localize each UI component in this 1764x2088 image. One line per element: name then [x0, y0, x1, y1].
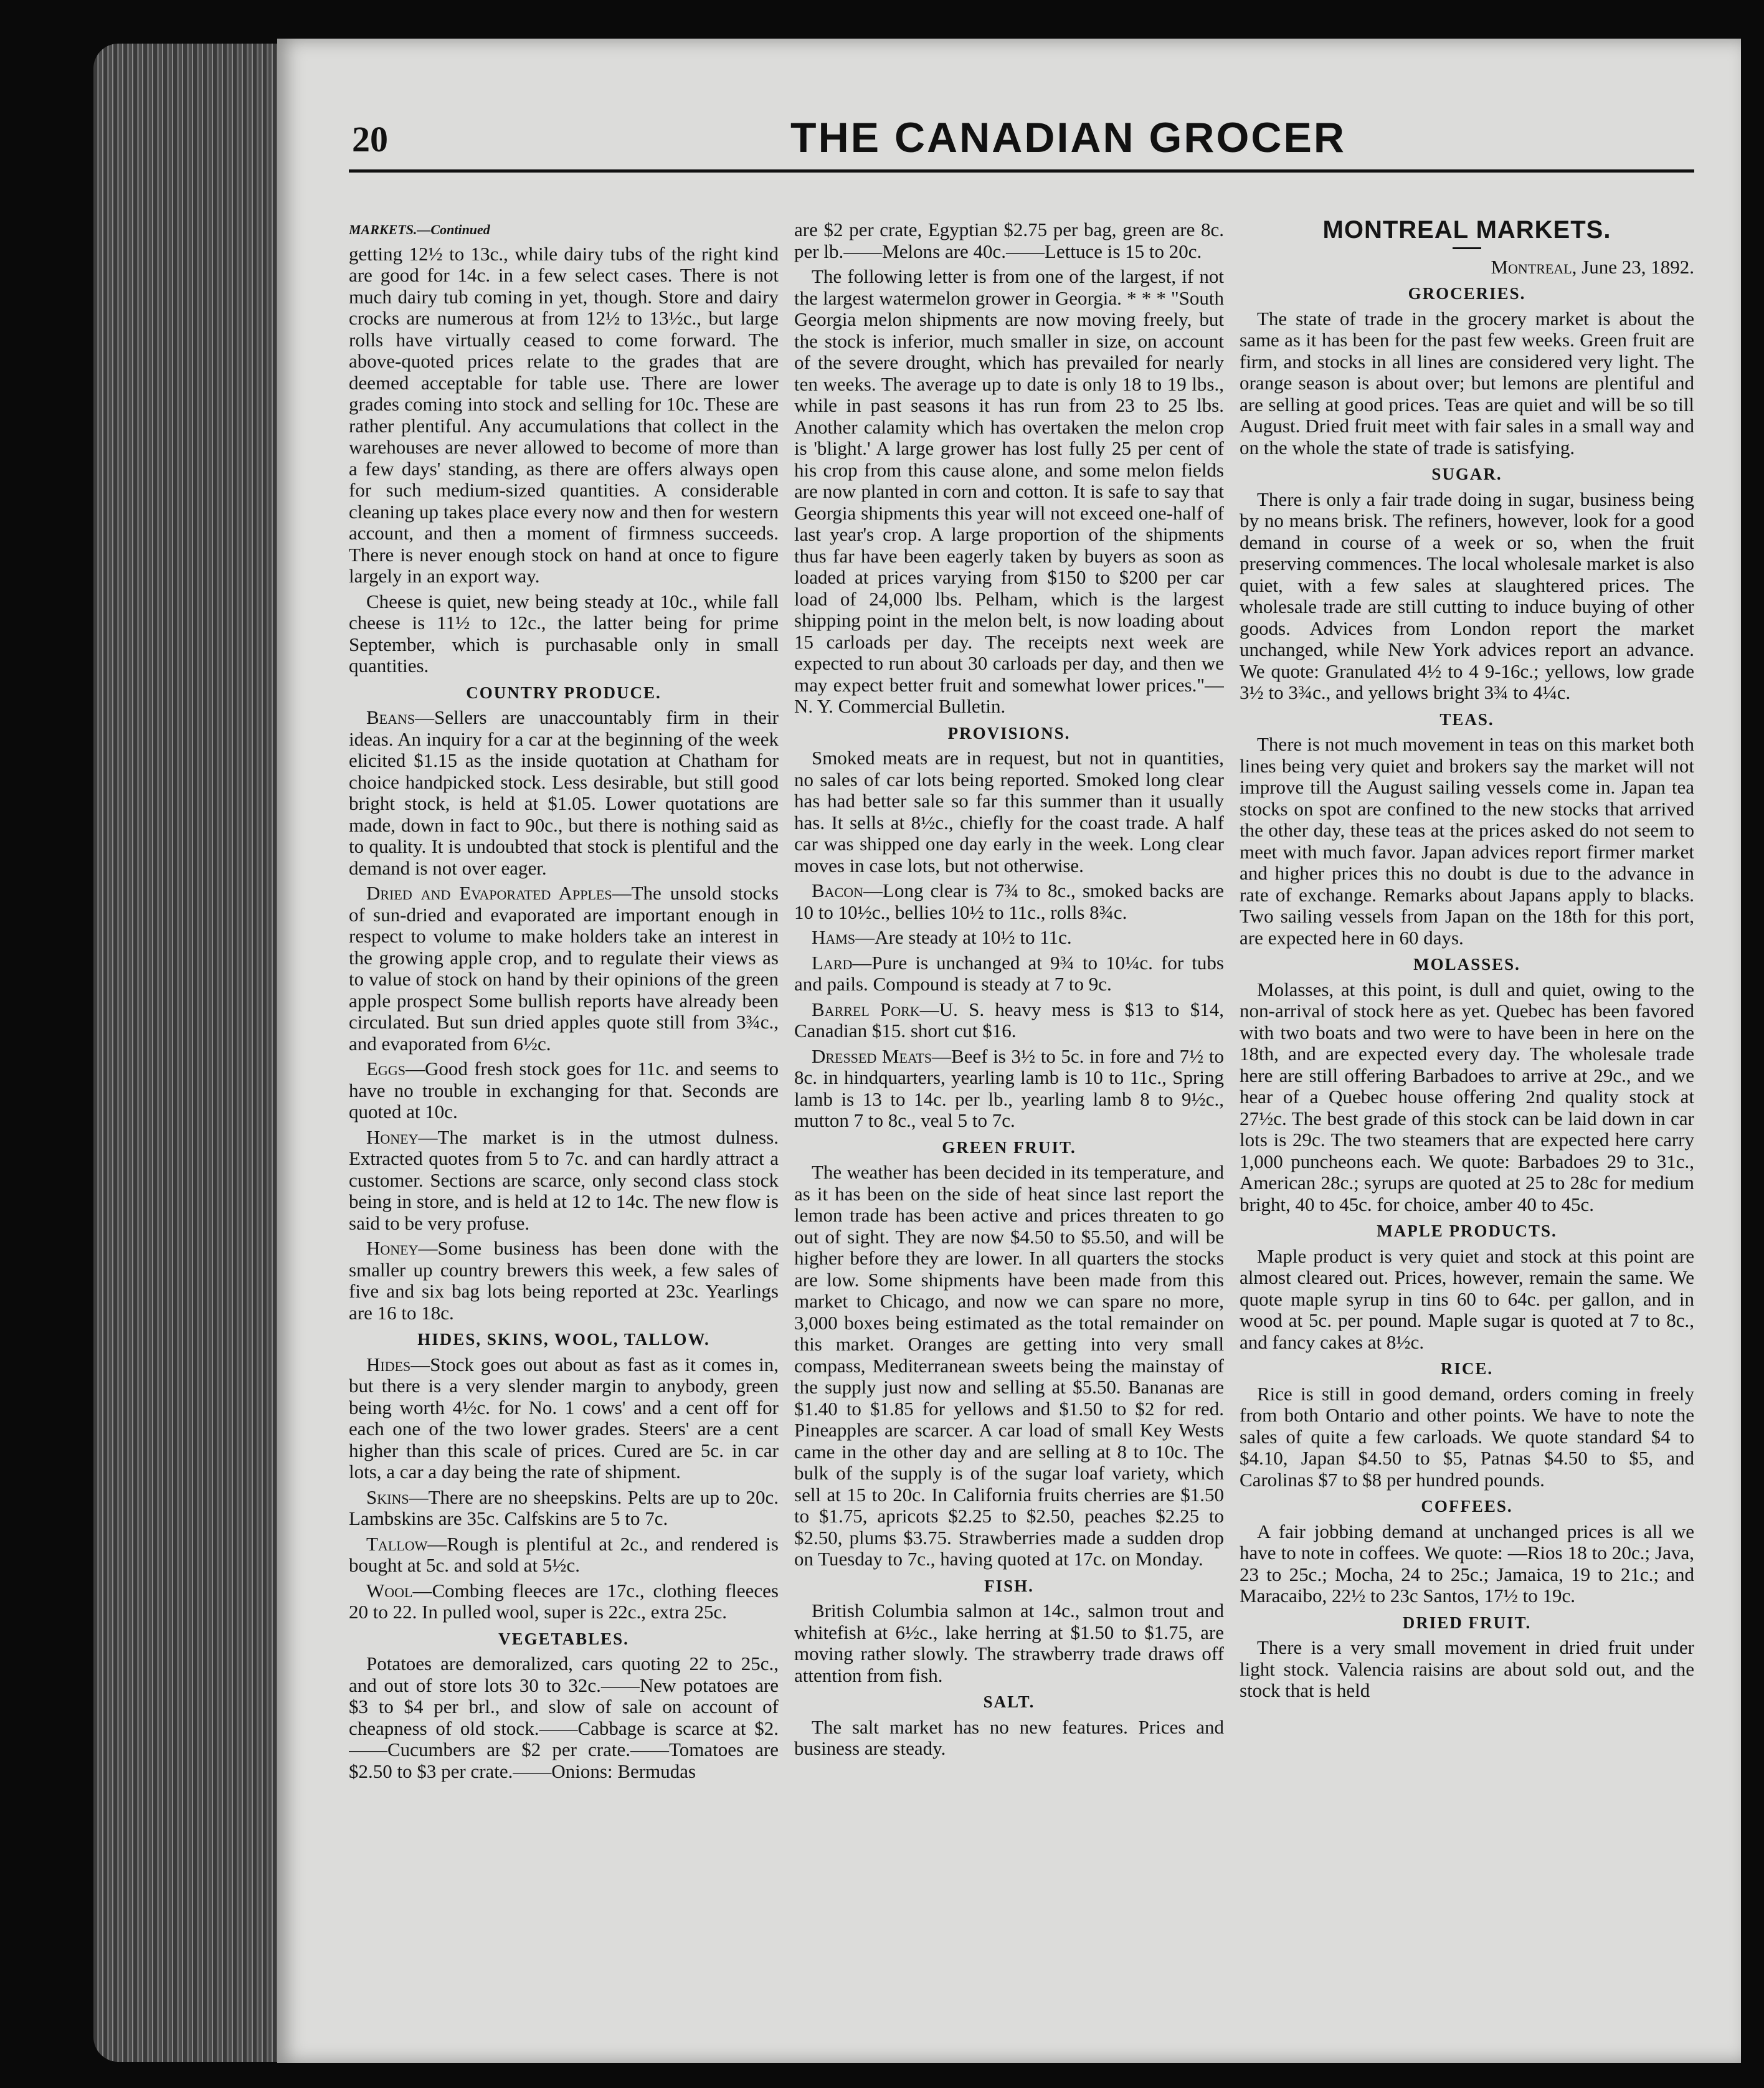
section-heading-maple: MAPLE PRODUCTS. — [1377, 1222, 1557, 1240]
section-heading-groceries: GROCERIES. — [1408, 284, 1526, 303]
entry-lead: Honey — [366, 1237, 419, 1259]
coffees-paragraph: A fair jobbing demand at unchanged prices is all we have to note in coffees. We quote: —Rios 18 to 20c.; Java, 23 to 25c.; Mocha, 24 to 25c.; Jamaica, 19 to 21c.; and Maracaibo, 22½ to 23c Santos, 17½ to 19c. — [1240, 1520, 1694, 1606]
entry-text: —The unsold stocks of sun-dried and evaporated are important enough in respect to volume to make holders take an interest in the growing apple crop, and to regulate their views as to value of stock on hand by their opinions of the green apple prospect Some bullish reports have already been circulated. But sun dried apples quote still from 3¾c., and evaporated from 6½c. — [349, 882, 779, 1055]
teas-paragraph: There is not much movement in teas on this market both lines being very quiet and brokers say the market will not improve till the August sailing vessels come in. Japan tea stocks on spot are confined to the new stocks that arrived the other day, these teas at the prices asked do not seem to meet with much favor. Japan advices report firmer market and higher prices this no doubt is due to the advance in rate of exchange. Remarks about Japans apply to blacks. Two sailing vessels from Japan on the 18th for this port, are expected here in 60 days. — [1240, 733, 1694, 949]
entry-lead: Honey — [366, 1126, 419, 1148]
green-fruit-paragraph: The weather has been decided in its temperature, and as it has been on the side of heat since last report the lemon trade has been active and prices threaten to go out of sight. They are now $4.50 to $5.50, and will be higher before they are lower. In all quarters the stocks are low. Some shipments have been made from this market to Chicago, and now we can spare no more, 3,000 boxes being estimated as the total remainder on this market. Oranges are getting into very small compass, Mediterranean sweets being the mainstay of the supply just now and selling at $5.50. Bananas are $1.40 to $1.85 for yellows and $1.50 to $2 for red. Pineapples are scarcer. A car load of small Key Wests came in the other day and are selling at 8 to 10c. The bulk of the supply is of the sugar loaf variety, which sell at 15 to 20c. In California fruits cherries are $1.50 to $1.75, apricots $2.25 to $2.50, peaches $2.25 to $2.50, plums $3.75. Strawberries made a sudden drop on Tuesday to 7c., having quoted at 17c. on Monday. — [794, 1161, 1224, 1570]
entry-lead: Bacon — [812, 880, 864, 901]
entry-text: —Some business has been done with the smaller up country brewers this week, a few sales of five and six bag lots being reported at 23c. Yearlings are 16 to 18c. — [349, 1237, 779, 1324]
entry-text: —U. S. heavy mess is $13 to $14, Canadian $15. short cut $16. — [794, 998, 1224, 1042]
vegetables-paragraph: Potatoes are demoralized, cars quoting 22 to 25c., and out of store lots 30 to 32c.——New potatoes are $3 to $4 per brl., and slow of sale on account of cheapness of old stock.——Cabbage is scarce at $2.——Cucumbers are $2 per crate.——Tomatoes are $2.50 to $3 per crate.——Onions: Bermudas — [349, 1653, 779, 1782]
entry-lead: Barrel Pork — [812, 998, 920, 1020]
article-paragraph: are $2 per crate, Egyptian $2.75 per bag, green are 8c. per lb.——Melons are 40c.——Lettuce is 15 to 20c. — [794, 219, 1224, 262]
section-heading-teas: TEAS. — [1439, 709, 1494, 729]
entry-bacon — [794, 880, 1224, 923]
dateline-date: , June 23, 1892. — [1572, 255, 1694, 278]
entry-text: —Beef is 3½ to 5c. in fore and 7½ to 8c. in hindquarters, yearling lamb is 10 to 11c., Spring lamb is 13 to 14c. per lb., yearling lamb 8 to 9½c., mutton 7 to 8c., veal 5 to 7c. — [794, 1045, 1224, 1131]
dateline-place: Montreal — [1491, 255, 1572, 278]
entry-lead: Hams — [812, 926, 856, 948]
entry-text: —Pure is unchanged at 9¾ to 10¼c. for tubs and pails. Compound is steady at 7 to 9c. — [794, 951, 1224, 995]
section-heading-country-produce: COUNTRY PRODUCE. — [466, 683, 662, 702]
entry-skins — [349, 1487, 779, 1530]
entry-lead: Hides — [366, 1353, 411, 1375]
maple-paragraph: Maple product is very quiet and stock at this point are almost cleared out. Prices, however, remain the same. We quote maple syrup in tins 60 to 64c. per gallon, and in wood at 5c. per pound. Maple sugar is quoted at 7 to 8c., and fancy cakes at 8½c. — [1240, 1245, 1694, 1353]
entry-text: —Good fresh stock goes for 11c. and seems to have no trouble in exchanging for that. Seconds are quoted at 10c. — [349, 1058, 779, 1122]
newspaper-page — [277, 39, 1741, 2063]
section-heading-coffees: COFFEES. — [1421, 1497, 1513, 1516]
entry-eggs — [349, 1058, 779, 1123]
entry-lead: Lard — [812, 951, 853, 974]
dateline — [1240, 257, 1694, 278]
section-heading-green-fruit: GREEN FRUIT. — [942, 1137, 1076, 1157]
entry-beans — [349, 707, 779, 879]
column-2 — [794, 219, 1224, 2026]
entry-lead: Wool — [366, 1579, 413, 1602]
section-heading-sugar: SUGAR. — [1431, 465, 1502, 483]
masthead-rule — [349, 169, 1694, 173]
entry-text: —Sellers are unaccountably firm in their ideas. An inquiry for a car at the beginning of the week elicited $1.15 as the inside quotation at Chatham for choice handpicked stock. Less desirable, but still good bright stock, is held at $1.05. Lower quotations are made, down in fact to 90c., but there is nothing said as to quality. It is undoubted that stock is plentiful and the demand is not over eager. — [349, 706, 779, 879]
fish-paragraph: British Columbia salmon at 14c., salmon trout and whitefish at 6½c., lake herring at $1.50 to $1.75, are moving rather slowly. The strawberry trade draws off attention from fish. — [794, 1600, 1224, 1686]
section-heading-vegetables: VEGETABLES. — [498, 1629, 629, 1648]
entry-lead: Dressed Meats — [812, 1045, 932, 1067]
section-heading-molasses: MOLASSES. — [1413, 955, 1520, 974]
provisions-paragraph: Smoked meats are in request, but not in quantities, no sales of car lots being reported. Smoked long clear has had better sale so far this summer than it usually has. It sells at 8½c., chiefly for the coast trade. A half car was shipped one day early in the week. Long clear moves in case lots, but not otherwise. — [794, 747, 1224, 876]
rice-paragraph: Rice is still in good demand, orders coming in freely from both Ontario and other points. We have to note the sales of quite a few carloads. We quote standard $4 to $4.10, Japan $4.50 to $5, Patnas $4.50 to $5, and Carolinas $7 to $8 per hundred pounds. — [1240, 1382, 1694, 1491]
entry-lead: Eggs — [366, 1058, 405, 1080]
section-heading-dried-fruit: DRIED FRUIT. — [1402, 1613, 1532, 1632]
entry-honey-second — [349, 1238, 779, 1324]
book-page-edges — [93, 44, 287, 2062]
entry-tallow — [349, 1534, 779, 1577]
entry-dried-apples — [349, 883, 779, 1055]
molasses-paragraph: Molasses, at this point, is dull and quiet, owing to the non-arrival of stock here as yet. Quebec has been favored with two boats and two were to have been in here on the 18th, and are expected every day. The wholesale trade here are still offering Barbadoes to arrive at 29c., and we hear of a Quebec house offering 2nd quality stock at 27½c. The best grade of this stock can be laid down in car lots is 29c. The two steamers that are expected here carry 1,000 puncheons each. We quote: Barbadoes 29 to 31c., American 28c.; syrups are quoted at 25 to 28c for medium bright, 40 to 45c. for choice, amber 40 to 45c. — [1240, 978, 1694, 1215]
sugar-paragraph: There is only a fair trade doing in sugar, business being by no means brisk. The refiners, however, look for a good demand in course of a week or so, when the fruit preserving commences. The local wholesale market is also quiet, with a few sales at slaughtered prices. The wholesale trade are still cutting to induce buying of other goods. Advices from London report the market unchanged, while New York advices report an advance. We quote: Granulated 4½ to 4 9-16c.; yellows, low grade 3½ to 3¾c., and yellows bright 3¾ to 4¼c. — [1240, 488, 1694, 703]
title-rule — [1453, 247, 1481, 249]
section-heading-fish: FISH. — [984, 1576, 1034, 1595]
salt-paragraph: The salt market has no new features. Prices and business are steady. — [794, 1715, 1224, 1759]
column-1 — [349, 219, 779, 2026]
entry-lead: Tallow — [366, 1532, 428, 1555]
column-3 — [1240, 219, 1694, 2026]
article-paragraph: Cheese is quiet, new being steady at 10c., while fall cheese is 11½ to 12c., the latter being for prime September, which is purchasable only in small quantities. — [349, 590, 779, 676]
entry-text: —Stock goes out about as fast as it comes in, but there is a very slender margin to anybody, green being worth 4½c. for No. 1 cows' and a cent off for each one of the two lower grades. Steers' are a cent higher than this scale of prices. Cured are 5c. in car lots, a car a day being the rate of shipment. — [349, 1353, 779, 1483]
entry-hides — [349, 1354, 779, 1483]
montreal-markets-title: MONTREAL MARKETS. — [1322, 219, 1611, 244]
entry-barrel-pork — [794, 999, 1224, 1042]
entry-wool — [349, 1580, 779, 1623]
entry-text: —Are steady at 10½ to 11c. — [855, 926, 1072, 948]
continued-label: MARKETS.—Continued — [349, 222, 490, 237]
entry-lead: Skins — [366, 1486, 409, 1508]
entry-lead: Beans — [366, 706, 415, 728]
entry-lard — [794, 952, 1224, 995]
melon-letter-paragraph: The following letter is from one of the largest, if not the largest watermelon grower in Georgia. * * * "South Georgia melon shipments are now moving freely, but the stock is inferior, much smaller in size, on account of the severe drought, which has prevailed for nearly ten weeks. The average up to date is only 18 to 19 lbs., while in past seasons it has run from 23 to 25 lbs. Another calamity which has overtaken the melon crop is 'blight.' A large grower has lost fully 25 per cent of his crop from this cause alone, and some melon fields are now planted in corn and cotton. It is safe to say that Georgia shipments this year will not exceed one-half of last year's crop. A large proportion of the shipments thus far have been eagerly taken by buyers as soon as loaded at prices varying from $150 to $200 per car load of 24,000 lbs. Pelham, which is the largest shipping point in the melon belt, is now loading about 15 carloads per day. The receipts next week are expected to run about 30 carloads per day, and then we may expect better fruit and somewhat lower prices."—N. Y. Commercial Bulletin. — [794, 265, 1224, 717]
entry-text: —Rough is plentiful at 2c., and rendered is bought at 5c. and sold at 5½c. — [349, 1532, 779, 1576]
entry-honey — [349, 1127, 779, 1235]
entry-dressed-meats — [794, 1046, 1224, 1132]
entry-text: —Combing fleeces are 17c., clothing fleeces 20 to 22. In pulled wool, super is 22c., extra 25c. — [349, 1579, 779, 1623]
section-heading-hides: HIDES, SKINS, WOOL, TALLOW. — [417, 1330, 710, 1349]
section-heading-provisions: PROVISIONS. — [947, 723, 1071, 743]
dried-fruit-paragraph: There is a very small movement in dried fruit under light stock. Valencia raisins are about sold out, and the stock that is held — [1240, 1636, 1694, 1701]
section-heading-salt: SALT. — [983, 1692, 1035, 1711]
article-paragraph: getting 12½ to 13c., while dairy tubs of the right kind are good for 14c. in a few select cases. There is not much dairy tub coming in yet, though. Store and dairy crocks are numerous at from 12½ to 13½c., but large rolls have virtually ceased to come forward. The above-quoted prices relate to the grades that are deemed acceptable for table use. There are lower grades coming into stock and selling for 10c. These are rather plentiful. Any accumulations that collect in the warehouses are never allowed to become of more than a few days' standing, as there are offers always open for such medium-sized quantities. A considerable cleaning up takes place every now and then for western account, and then a moment of firmness succeeds. There is never enough stock on hand at once to figure largely in an export way. — [349, 242, 779, 587]
section-heading-rice: RICE. — [1440, 1359, 1494, 1378]
masthead-title: THE CANADIAN GROCER — [790, 114, 1346, 161]
entry-lead: Dried and Evaporated Apples — [366, 882, 612, 904]
groceries-paragraph: The state of trade in the grocery market is about the same as it has been for the past few weeks. Green fruit are firm, and stocks in all lines are considered very light. The orange season is about over; but lemons are plentiful and are selling at good prices. Teas are quiet and will be so till August. Dried fruit meet with fair sales in a small way and on the whole the state of trade is satisfying. — [1240, 307, 1694, 458]
entry-hams — [794, 927, 1224, 949]
entry-text: —There are no sheepskins. Pelts are up to 20c. Lambskins are 35c. Calfskins are 5 to 7c. — [349, 1486, 779, 1529]
entry-text: —The market is in the utmost dulness. Extracted quotes from 5 to 7c. and can hardly attract a customer. Sections are scarce, only second class stock being in store, and is held at 12 to 14c. The new flow is said to be very profuse. — [349, 1126, 779, 1234]
entry-text: —Long clear is 7¾ to 8c., smoked backs are 10 to 10½c., bellies 10½ to 11c., rolls 8¾c. — [794, 880, 1224, 923]
page-number: 20 — [352, 119, 388, 159]
